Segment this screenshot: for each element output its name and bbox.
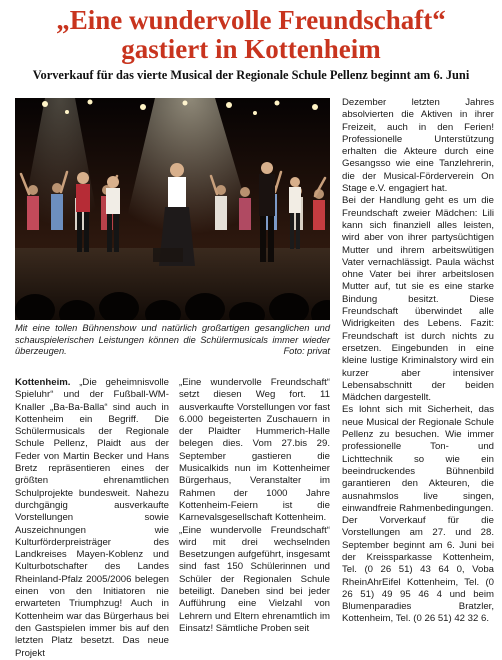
- article-paragraph: Der Vorverkauf für die Vorstellungen am 27. und 28. September beginnt am 6. Juni bei der Kreissparkasse Kottenheim, Tel. (0 26 51) 43 64 0, Voba RheinAhrEifel Kottenheim, Tel. (0 26 51) 49 95 46 4 und beim Blumenparadies Bratzler, Kottenheim, Tel. (0 26 51) 42 32 6.: [342, 515, 494, 625]
- stage-photo-illustration: [15, 98, 330, 320]
- headline-line-1: „Eine wundervolle Freundschaft“: [56, 5, 446, 35]
- article-paragraph: Bei der Handlung geht es um die Freundschaft zweier Mädchen: Lili kann sich finanziell alles leisten, wird aber von ihrer partysüchtigen Mutter und ihrem arbeitswütigen Vater vernachlässigt. Paula wächst ohne Vater bei ihrer arbeitslosen Mutter auf, tut sie es eine starke Bindung besitzt. Diese Freundschaft überwindet alle Widrigkeiten des Lebens. Fazit: Freundschaft ist durch nichts zu ersetzen. Eingebunden in eine kleine lustige Kriminalstory wird ein kurzer aber intensiver Lebensabschnitt der beiden Mädchen dargestellt.: [342, 195, 494, 404]
- article-paragraph: „Eine wundervolle Freundschaft“ wird mit drei wechselnden Besetzungen aufgeführt, insgesamt sind fast 150 Schülerinnen und Schüler der Regionalen Schule beteiligt. Daneben sind bei jeder Aufführung eine Vielzahl von Lehrern und Eltern ehrenamtlich im Einsatz! Sämtliche Proben seit: [179, 524, 330, 634]
- article-paragraph: Es lohnt sich mit Sicherheit, das neue Musical der Regionale Schule Pellenz zu besuchen. Wie immer professionelle Ton- und Lichttechnik so wie ein beeindruckendes Bühnenbild garantieren den Akteuren, die ausnahmslos live singen, einwandfreie Rahmenbedingungen.: [342, 404, 494, 514]
- photo-caption: [15, 323, 330, 358]
- headline: [0, 6, 502, 64]
- article-paragraph: [15, 377, 169, 660]
- headline-line-2: gastiert in Kottenheim: [121, 34, 381, 64]
- article-paragraph: Dezember letzten Jahres absolvierten die Aktiven in ihrer Freizeit, auch in den Ferien! Professionelle Unterstützung erhalten die Akteure durch eine Gesangsso wie eine Tanzlehrerin, die der Musical-Förderverein On Stage e.V. engagiert hat.: [342, 97, 494, 195]
- article-column-3: [342, 97, 494, 626]
- photo-credit: Foto: privat: [283, 346, 330, 357]
- article-paragraph: „Eine wundervolle Freundschaft“ setzt diesen Weg fort. 11 ausverkaufte Vorstellungen vor fast 6.000 begeisterten Zuschauern in der Plaidter Hummerich-Halle belegen dies. Vom 27.bis 29. September gastieren die Musicalkids nun im Kottenheimer Bürgerhaus, Veranstalter im Rahmen der 1000 Jahre Kottenheim-Feiern ist die Karnevalsgesellschaft Kottenheim.: [179, 377, 330, 524]
- article-column-1: [15, 377, 169, 660]
- stage-photo: [15, 98, 330, 320]
- caption-text: Mit eine tollen Bühnenshow und natürlich großartigen gesanglichen und schauspielerischen Leistungen können die Schülermusicals immer wieder überzeugen.: [15, 323, 330, 357]
- subheadline: Vorverkauf für das vierte Musical der Regionale Schule Pellenz beginnt am 6. Juni: [32, 68, 470, 82]
- dateline: Kottenheim.: [15, 377, 71, 388]
- article-column-2: [179, 377, 330, 635]
- column-1-text: „Die geheimnisvolle Spieluhr“ und der Fußball-WM-Knaller „Ba-Ba-Balla“ sind auch in Kottenheim ein Begriff. Die Schülermusicals der Regionale Schule Pellenz, Plaidt aus der Feder von Martin Becker und Hans Bretz repräsentieren eines der größten ehrenamtlichen Schulprojekte bundesweit. Nahezu durchgängig ausverkaufte Vorstellungen sowie Auszeichnungen wie Kulturförderpreisträger des Landkreises Mayen-Koblenz und Kulturbotschafter des Landes Rheinland-Pfalz 2005/2006 belegen einen von den Initiatoren nie erwarteten Triumphzug! Auch in Kottenheim war das Bürgerhaus bei den Gastspielen immer bis auf den letzten Platz besetzt. Das neue Projekt: [15, 377, 170, 659]
